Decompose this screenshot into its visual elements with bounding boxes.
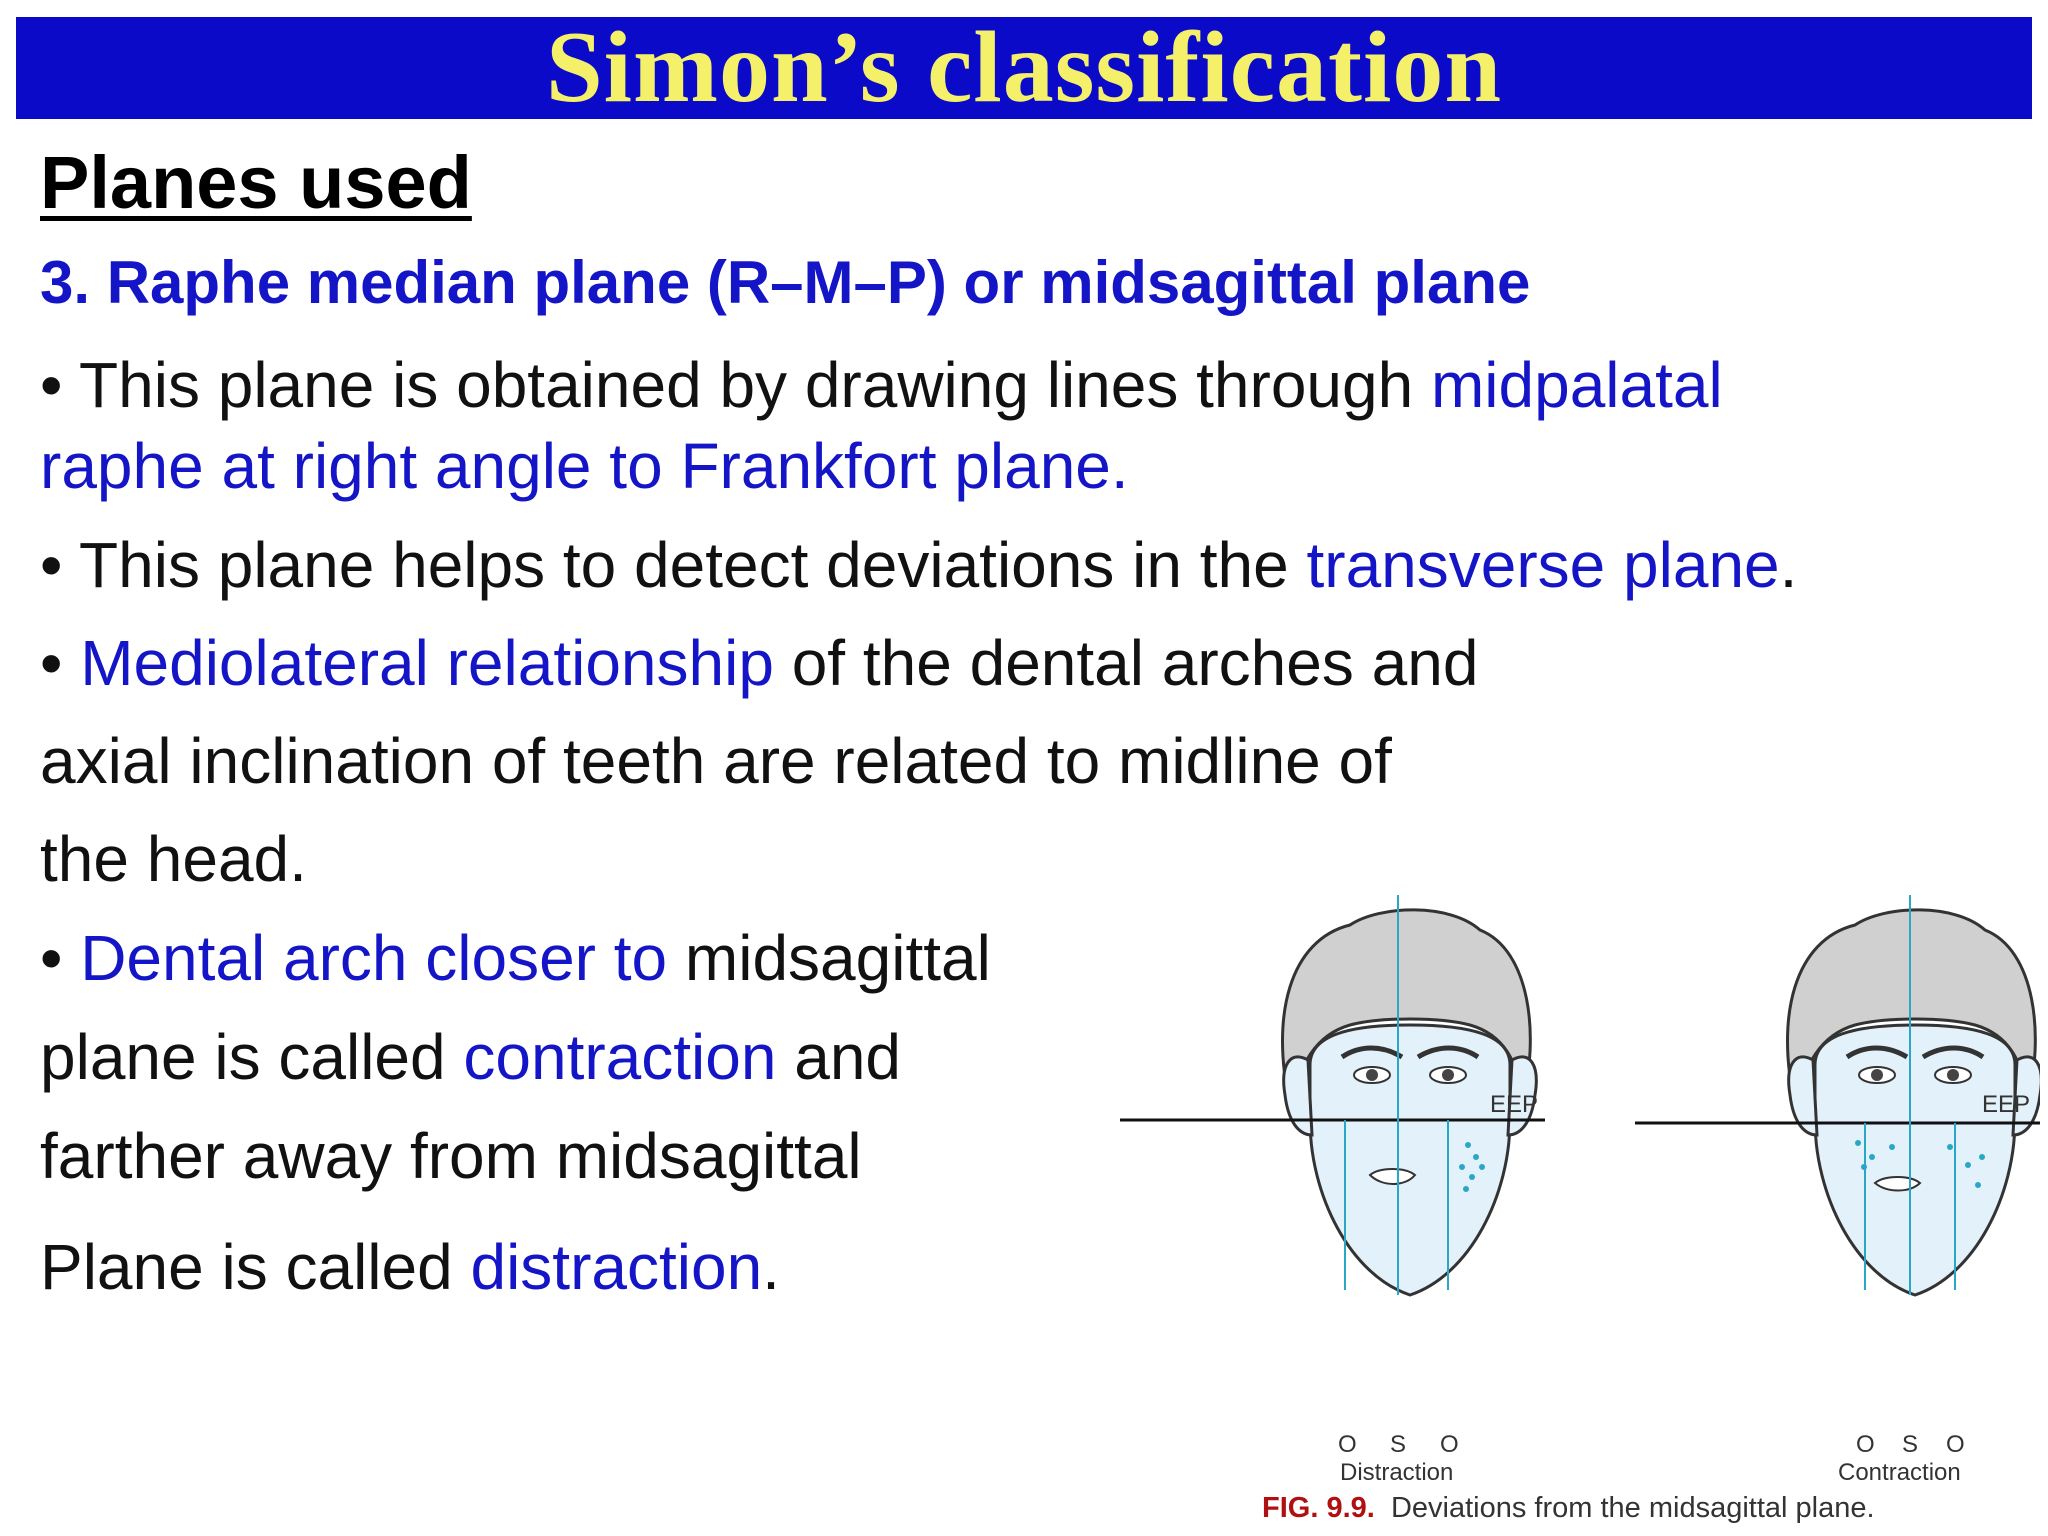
- left-face-illustration: [1120, 895, 1545, 1295]
- figure-number: FIG. 9.9.: [1262, 1492, 1375, 1524]
- slide-title: Simon’s classification: [545, 11, 1503, 124]
- right-marker-o2: O: [1946, 1431, 1965, 1458]
- text-line-3: [40, 527, 1797, 603]
- highlight-run: Dental arch closer to: [80, 922, 668, 994]
- highlight-run: contraction: [463, 1021, 777, 1093]
- left-marker-s: S: [1390, 1431, 1407, 1458]
- text-run: axial inclination of teeth are related to midline of: [40, 725, 1392, 797]
- left-plane-label: EEP: [1490, 1091, 1539, 1118]
- text-run: Plane is called: [40, 1231, 471, 1303]
- faces-figure: [1120, 895, 2040, 1535]
- left-marker-o1: O: [1338, 1431, 1357, 1458]
- text-line-6: [40, 821, 307, 897]
- left-face-caption: Distraction: [1340, 1459, 1454, 1486]
- text-run: • This plane helps to detect deviations in the: [40, 529, 1307, 601]
- subheading: 3. Raphe median plane (R–M–P) or midsagittal plane: [40, 249, 1531, 316]
- text-run: •: [40, 922, 81, 994]
- text-run: farther away from midsagittal: [40, 1120, 862, 1192]
- highlight-run: raphe at right angle to Frankfort plane.: [40, 430, 1129, 502]
- highlight-run: distraction: [470, 1231, 763, 1303]
- text-run: • This plane is obtained by drawing lines through: [40, 349, 1431, 421]
- text-line-4: [40, 625, 1478, 701]
- highlight-run: midpalatal: [1430, 349, 1723, 421]
- text-line-8: [40, 1019, 901, 1095]
- figure-caption-text: Deviations from the midsagittal plane.: [1390, 1492, 1875, 1524]
- title-bar: [16, 11, 2032, 124]
- text-line-1: [40, 347, 1723, 423]
- right-marker-o1: O: [1856, 1431, 1875, 1458]
- figure-caption: [1262, 1492, 1875, 1525]
- text-run: and: [776, 1021, 901, 1093]
- text-run: of the dental arches and: [773, 627, 1479, 699]
- text-run: midsagittal: [667, 922, 991, 994]
- right-face-illustration: [1635, 895, 2040, 1295]
- text-run: the head.: [40, 823, 307, 895]
- text-line-2: [40, 428, 1129, 504]
- right-face-caption: Contraction: [1838, 1459, 1961, 1486]
- text-line-10: [40, 1229, 780, 1305]
- left-marker-o2: O: [1440, 1431, 1459, 1458]
- text-run: .: [1779, 529, 1798, 601]
- section-heading: Planes used: [40, 141, 472, 224]
- text-line-5: [40, 723, 1392, 799]
- right-plane-label: EEP: [1982, 1091, 2031, 1118]
- right-marker-s: S: [1902, 1431, 1919, 1458]
- text-line-7: [40, 920, 991, 996]
- highlight-run: transverse plane: [1306, 529, 1780, 601]
- text-run: •: [40, 627, 81, 699]
- text-line-9: [40, 1118, 862, 1194]
- text-run: .: [762, 1231, 780, 1303]
- highlight-run: Mediolateral relationship: [80, 627, 774, 699]
- text-run: plane is called: [40, 1021, 464, 1093]
